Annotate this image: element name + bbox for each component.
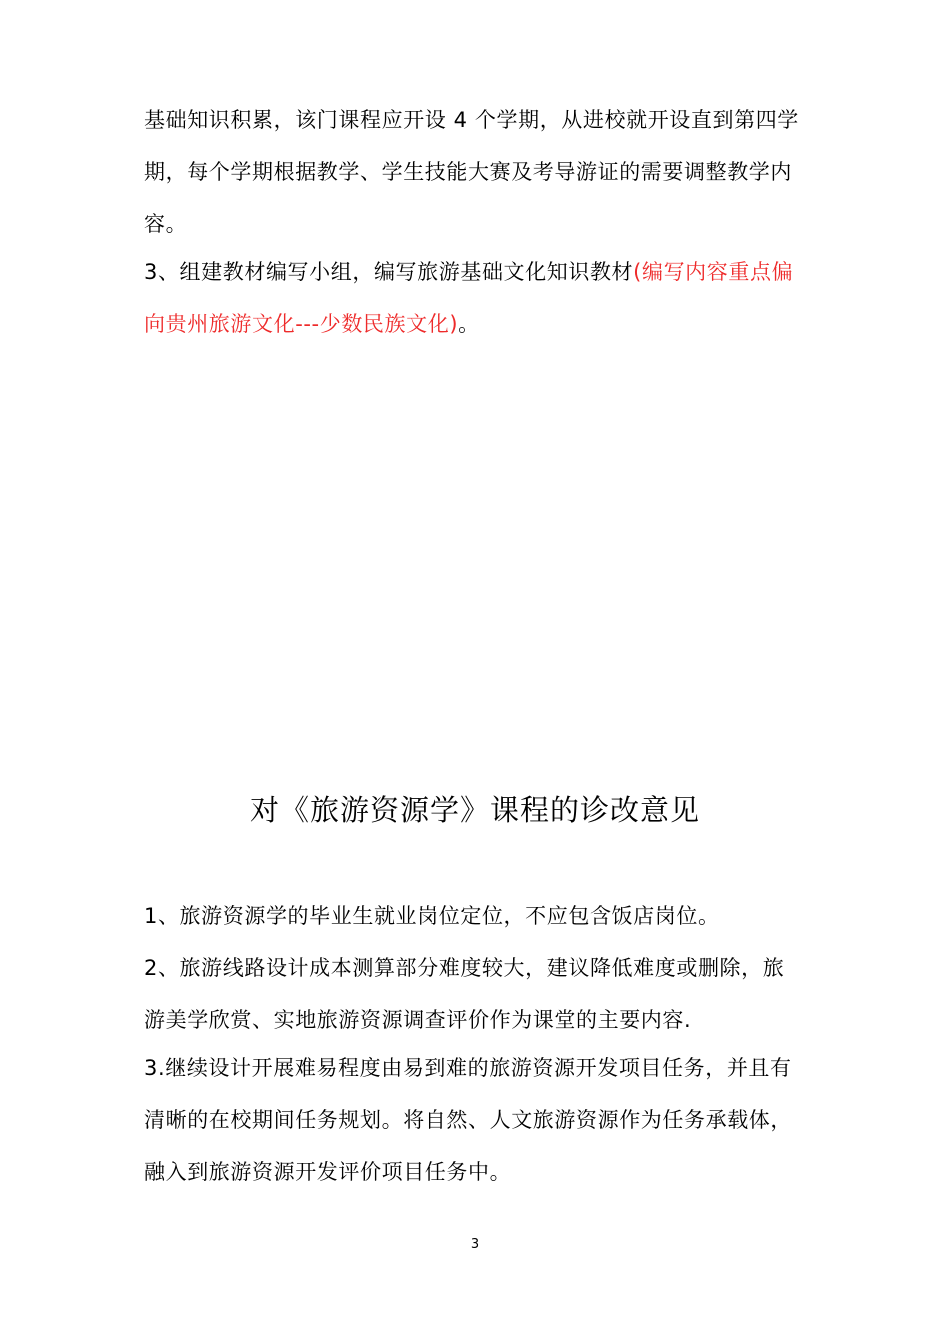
continued-paragraph [144, 94, 810, 250]
text-line [144, 298, 810, 350]
text-line: 2、旅游线路设计成本测算部分难度较大，建议降低难度或删除，旅 [144, 956, 785, 980]
text-line: 1、旅游资源学的毕业生就业岗位定位，不应包含饭店岗位。 [144, 904, 720, 928]
text-line: 融入到旅游资源开发评价项目任务中。 [144, 1160, 512, 1184]
text-line: 3.继续设计开展难易程度由易到难的旅游资源开发项目任务，并且有 [144, 1056, 792, 1080]
list-item-3 [144, 246, 810, 350]
highlighted-note: 向贵州旅游文化---少数民族文化) [144, 312, 459, 336]
text-line [144, 246, 810, 298]
text-line: 期，每个学期根据教学、学生技能大赛及考导游证的需要调整教学内 [144, 160, 792, 184]
item-text: 3、组建教材编写小组，编写旅游基础文化知识教材 [144, 260, 634, 284]
opinion-item-1 [144, 890, 810, 942]
highlighted-note: (编写内容重点偏 [633, 260, 794, 284]
text-line: 清晰的在校期间任务规划。将自然、人文旅游资源作为任务承载体， [144, 1108, 792, 1132]
text-line: 基础知识积累，该门课程应开设 4 个学期，从进校就开设直到第四学 [144, 108, 799, 132]
opinion-item-3 [144, 1042, 810, 1198]
opinion-item-2 [144, 942, 810, 1046]
text-line: 游美学欣赏、实地旅游资源调查评价作为课堂的主要内容. [144, 1008, 692, 1032]
text-line: 容。 [144, 212, 188, 236]
item-text: 。 [458, 312, 480, 336]
section-title: 对《旅游资源学》课程的诊改意见 [249, 793, 700, 827]
page-number: 3 [470, 1237, 480, 1252]
